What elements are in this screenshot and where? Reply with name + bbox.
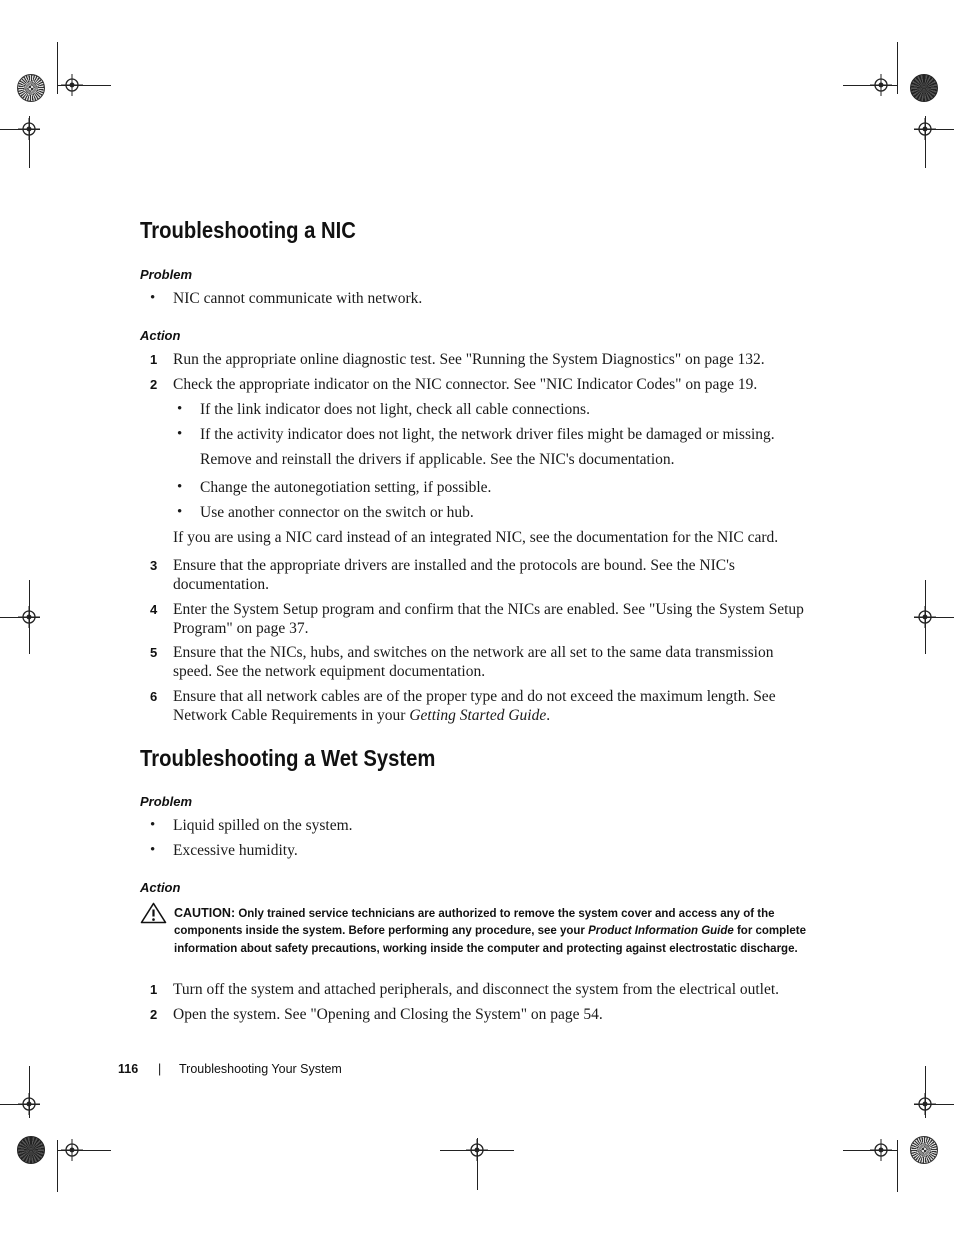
registration-rosette-icon bbox=[17, 74, 45, 102]
step-number: 5 bbox=[150, 645, 158, 660]
step-text: Open the system. See "Opening and Closing the System" on page 54. bbox=[173, 1006, 603, 1023]
step-text-line: Enter the System Setup program and confirm that the NICs are enabled. See "Using the System Setup bbox=[173, 601, 804, 618]
sub-bullet-item: If the link indicator does not light, check all cable connections. bbox=[200, 401, 590, 418]
registration-crosshair-icon bbox=[18, 1093, 40, 1115]
action-label: Action bbox=[140, 880, 181, 895]
registration-crosshair-icon bbox=[914, 606, 936, 628]
section-title-nic: Troubleshooting a NIC bbox=[140, 217, 356, 243]
step-text: Run the appropriate online diagnostic test. See "Running the System Diagnostics" on page 132. bbox=[173, 351, 765, 368]
footer-chapter: Troubleshooting Your System bbox=[179, 1062, 342, 1076]
sub-bullet-item: If the activity indicator does not light, the network driver files might be damaged or missing. bbox=[200, 426, 775, 443]
step-number: 2 bbox=[150, 1007, 158, 1022]
sub-bullet-item: Use another connector on the switch or hub. bbox=[200, 504, 474, 521]
sub-bullet-note: Remove and reinstall the drivers if applicable. See the NIC's documentation. bbox=[200, 451, 675, 468]
footer-separator: | bbox=[158, 1062, 162, 1076]
bullet: • bbox=[150, 817, 156, 833]
step-number: 4 bbox=[150, 602, 158, 617]
problem-label: Problem bbox=[140, 794, 193, 809]
caution-text: Only trained service technicians are authorized to remove the system cover and access any of the components inside the system. Before performing any procedure, see your bbox=[174, 908, 775, 938]
step-text-line: documentation. bbox=[173, 576, 269, 593]
step-number: 2 bbox=[150, 377, 158, 392]
caution-text: for complete information about safety precautions, working inside the computer and protecting against electrostatic discharge. bbox=[174, 925, 806, 955]
bullet: • bbox=[177, 426, 183, 442]
problem-item: Liquid spilled on the system. bbox=[173, 817, 353, 834]
registration-crosshair-icon bbox=[914, 118, 936, 140]
caution-label: CAUTION: bbox=[174, 906, 236, 920]
registration-crosshair-icon bbox=[914, 1093, 936, 1115]
step-number: 6 bbox=[150, 689, 158, 704]
registration-rosette-icon bbox=[17, 1136, 45, 1164]
problem-item: Excessive humidity. bbox=[173, 842, 298, 859]
bullet: • bbox=[177, 401, 183, 417]
step-number: 3 bbox=[150, 558, 158, 573]
action-label: Action bbox=[140, 328, 181, 343]
problem-label: Problem bbox=[140, 267, 193, 282]
step-number: 1 bbox=[150, 982, 158, 997]
step-number: 1 bbox=[150, 352, 158, 367]
step-text-line bbox=[173, 706, 550, 725]
step-text-line: Ensure that the NICs, hubs, and switches on the network are all set to the same data transmission bbox=[173, 644, 774, 661]
page-number: 116 bbox=[118, 1062, 139, 1076]
registration-crosshair-icon bbox=[61, 74, 83, 96]
bullet: • bbox=[150, 842, 156, 858]
guide-title: Product Information Guide bbox=[588, 925, 734, 938]
guide-title: Getting Started Guide bbox=[409, 707, 547, 724]
caution-note bbox=[174, 905, 824, 958]
step-text-line: Ensure that all network cables are of the proper type and do not exceed the maximum length. See bbox=[173, 688, 776, 705]
registration-crosshair-icon bbox=[61, 1139, 83, 1161]
registration-rosette-icon bbox=[910, 74, 938, 102]
registration-crosshair-icon bbox=[18, 606, 40, 628]
bullet: • bbox=[177, 504, 183, 520]
step-text-line: Program" on page 37. bbox=[173, 620, 309, 637]
registration-rosette-icon bbox=[910, 1136, 938, 1164]
step-text: Turn off the system and attached peripherals, and disconnect the system from the electrical outlet. bbox=[173, 981, 780, 998]
registration-crosshair-icon bbox=[466, 1139, 488, 1161]
section-title-wet-system: Troubleshooting a Wet System bbox=[140, 745, 436, 771]
problem-item: NIC cannot communicate with network. bbox=[173, 290, 423, 307]
registration-crosshair-icon bbox=[18, 118, 40, 140]
step-note: If you are using a NIC card instead of an integrated NIC, see the documentation for the NIC card. bbox=[173, 529, 779, 546]
registration-crosshair-icon bbox=[870, 74, 892, 96]
warning-triangle-icon bbox=[140, 902, 167, 924]
step-text: Check the appropriate indicator on the NIC connector. See "NIC Indicator Codes" on page 19. bbox=[173, 376, 758, 393]
registration-crosshair-icon bbox=[870, 1139, 892, 1161]
bullet: • bbox=[177, 479, 183, 495]
sub-bullet-item: Change the autonegotiation setting, if possible. bbox=[200, 479, 492, 496]
step-text-line: speed. See the network equipment documentation. bbox=[173, 663, 486, 680]
step-text: Network Cable Requirements in your bbox=[173, 707, 410, 724]
bullet: • bbox=[150, 290, 156, 306]
step-text-tail: . bbox=[546, 707, 551, 724]
step-text-line: Ensure that the appropriate drivers are installed and the protocols are bound. See the NIC's bbox=[173, 557, 735, 574]
